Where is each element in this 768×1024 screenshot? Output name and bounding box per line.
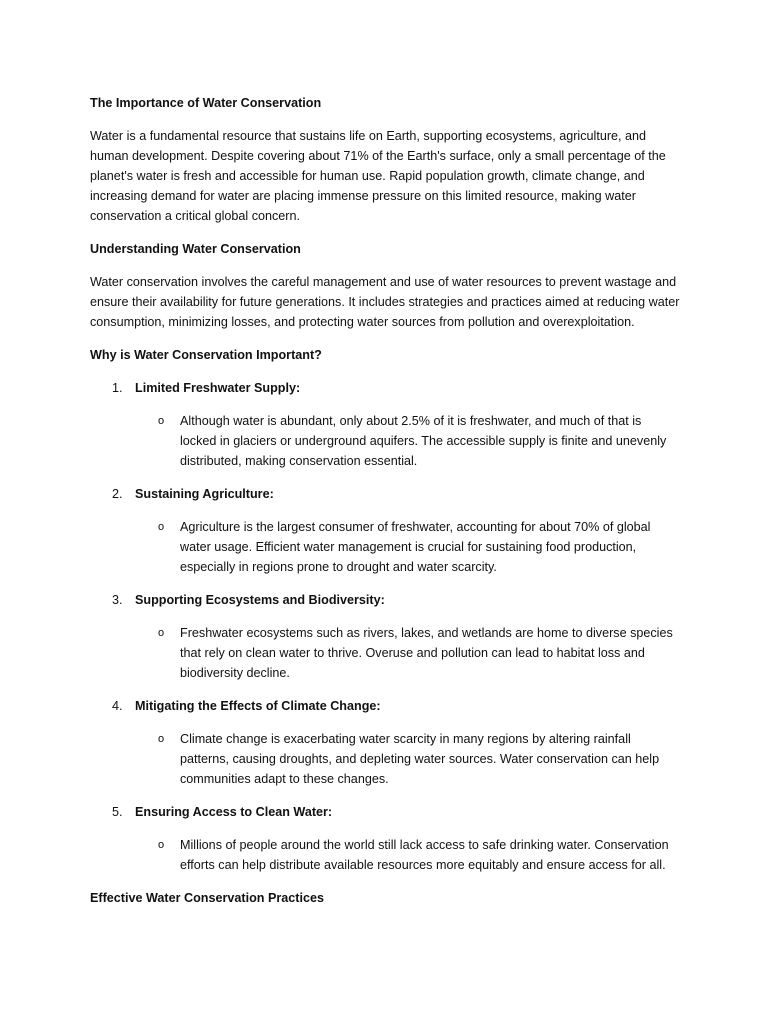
importance-list [90,378,680,875]
list-item-detail: Freshwater ecosystems such as rivers, lakes, and wetlands are home to diverse species that rely on clean water to thrive. Overuse and pollution can lead to habitat loss and biodiversity decline. [180,626,673,680]
list-item-number: 2. [112,487,123,501]
section-heading-why-important: Why is Water Conservation Important? [90,348,322,362]
document-title: The Importance of Water Conservation [90,96,322,110]
list-item-number: 3. [112,593,123,607]
bullet-icon: o [158,839,165,851]
list-item-title: Supporting Ecosystems and Biodiversity: [135,593,385,607]
list-item-title: Ensuring Access to Clean Water: [135,805,333,819]
list-item [90,484,680,577]
understanding-paragraph: Water conservation involves the careful management and use of water resources to prevent wastage and ensure their availability for future generations. It includes strategies and practices aimed at reducing water consumption, minimizing losses, and protecting water sources from pollution and overexploitation. [90,275,680,329]
list-item [90,696,680,789]
bullet-icon: o [158,521,165,533]
list-item-number: 1. [112,381,123,395]
bullet-icon: o [158,627,165,639]
list-item [90,378,680,471]
document-page [90,93,680,921]
list-item-detail: Millions of people around the world still lack access to safe drinking water. Conservation efforts can help distribute available resources more equitably and ensure access for all. [180,838,669,872]
list-item-title: Limited Freshwater Supply: [135,381,301,395]
intro-paragraph: Water is a fundamental resource that sustains life on Earth, supporting ecosystems, agriculture, and human development. Despite covering about 71% of the Earth's surface, only a small percentage of the planet's water is fresh and accessible for human use. Rapid population growth, climate change, and increasing demand for water are placing immense pressure on this limited resource, making water conservation a critical global concern. [90,129,666,223]
list-item-number: 4. [112,699,123,713]
list-item-detail: Although water is abundant, only about 2.5% of it is freshwater, and much of that is locked in glaciers or underground aquifers. The accessible supply is finite and unevenly distributed, making conservation essential. [180,414,667,468]
list-item [90,802,680,875]
bullet-icon: o [158,415,165,427]
section-heading-understanding: Understanding Water Conservation [90,242,301,256]
list-item-detail: Climate change is exacerbating water scarcity in many regions by altering rainfall patterns, causing droughts, and depleting water sources. Water conservation can help communities adapt to these changes. [180,732,660,786]
list-item-title: Mitigating the Effects of Climate Change: [135,699,381,713]
bullet-icon: o [158,733,165,745]
list-item-detail: Agriculture is the largest consumer of freshwater, accounting for about 70% of global water usage. Efficient water management is crucial for sustaining food production, especially in regions prone to drought and water scarcity. [180,520,651,574]
list-item-number: 5. [112,805,123,819]
section-heading-practices: Effective Water Conservation Practices [90,891,325,905]
list-item-title: Sustaining Agriculture: [135,487,274,501]
list-item [90,590,680,683]
